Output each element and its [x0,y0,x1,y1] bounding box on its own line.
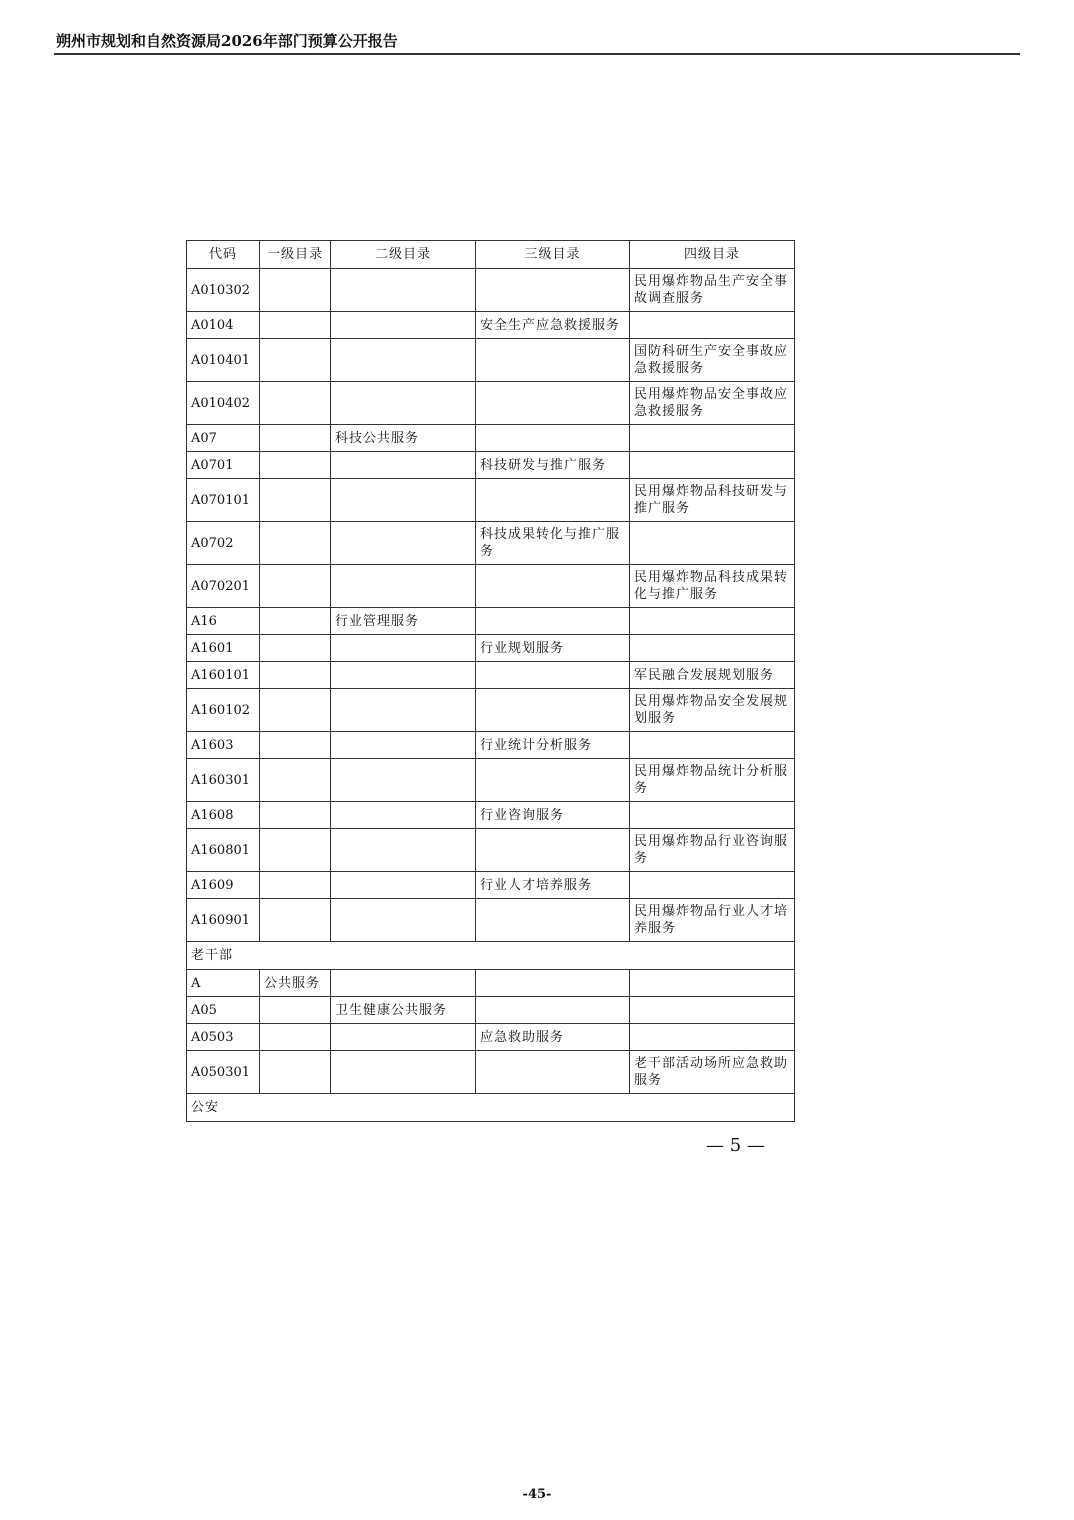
table-row [187,269,795,312]
level4-cell [630,1024,795,1051]
table-row [187,689,795,732]
level1-cell [260,635,331,662]
level3-cell: 行业统计分析服务 [476,732,630,759]
level2-cell: 科技公共服务 [331,425,476,452]
level2-cell [331,1051,476,1094]
level3-cell: 应急救助服务 [476,1024,630,1051]
level4-cell [630,872,795,899]
table-row [187,635,795,662]
code-cell: A160301 [187,759,260,802]
level2-cell: 行业管理服务 [331,608,476,635]
table-row [187,339,795,382]
level1-cell [260,452,331,479]
level4-cell: 军民融合发展规划服务 [630,662,795,689]
level1-cell [260,565,331,608]
level3-cell: 安全生产应急救援服务 [476,312,630,339]
table-row [187,1024,795,1051]
level4-cell [630,997,795,1024]
code-cell: A0701 [187,452,260,479]
level4-cell [630,425,795,452]
table-row [187,662,795,689]
table-row [187,608,795,635]
header-rule [54,53,1020,55]
level4-cell [630,522,795,565]
code-cell: A010401 [187,339,260,382]
level3-cell [476,997,630,1024]
level3-cell [476,339,630,382]
level4-cell: 民用爆炸物品安全事故应急救援服务 [630,382,795,425]
level4-cell [630,802,795,829]
level2-cell [331,479,476,522]
level1-cell [260,522,331,565]
level4-cell: 民用爆炸物品统计分析服务 [630,759,795,802]
code-cell: A0503 [187,1024,260,1051]
code-cell: A070101 [187,479,260,522]
level1-cell [260,608,331,635]
level3-cell: 行业人才培养服务 [476,872,630,899]
table-row [187,312,795,339]
code-cell: A05 [187,997,260,1024]
level3-cell: 行业规划服务 [476,635,630,662]
level3-cell [476,759,630,802]
table-row [187,522,795,565]
level3-cell: 科技成果转化与推广服务 [476,522,630,565]
column-header-level4: 四级目录 [630,241,795,269]
level3-cell [476,662,630,689]
column-header-level2: 二级目录 [331,241,476,269]
level1-cell [260,899,331,942]
section-label: 公安 [187,1094,795,1122]
level4-cell: 民用爆炸物品生产安全事故调查服务 [630,269,795,312]
catalog-table [186,240,795,1122]
level2-cell [331,732,476,759]
level1-cell [260,997,331,1024]
code-cell: A07 [187,425,260,452]
level4-cell: 国防科研生产安全事故应急救援服务 [630,339,795,382]
table-row [187,997,795,1024]
level1-cell [260,732,331,759]
level1-cell [260,1051,331,1094]
level4-cell [630,452,795,479]
level2-cell [331,522,476,565]
level1-cell [260,312,331,339]
level2-cell [331,565,476,608]
section-row [187,1094,795,1122]
table-row [187,802,795,829]
table-row [187,565,795,608]
level3-cell [476,425,630,452]
level3-cell [476,565,630,608]
level3-cell [476,1051,630,1094]
code-cell: A160901 [187,899,260,942]
code-cell: A1601 [187,635,260,662]
level2-cell: 卫生健康公共服务 [331,997,476,1024]
level2-cell [331,872,476,899]
level4-cell [630,732,795,759]
table-row [187,970,795,997]
section-row [187,942,795,970]
level1-cell [260,269,331,312]
table-row [187,759,795,802]
level1-cell: 公共服务 [260,970,331,997]
table-row [187,1051,795,1094]
level2-cell [331,689,476,732]
level1-cell [260,759,331,802]
level4-cell [630,635,795,662]
level3-cell [476,689,630,732]
level2-cell [331,899,476,942]
level4-cell: 老干部活动场所应急救助服务 [630,1051,795,1094]
code-cell: A1608 [187,802,260,829]
table-row [187,479,795,522]
code-cell: A070201 [187,565,260,608]
level1-cell [260,479,331,522]
code-cell: A [187,970,260,997]
code-cell: A0104 [187,312,260,339]
table-row [187,425,795,452]
column-header-level1: 一级目录 [260,241,331,269]
level2-cell [331,970,476,997]
code-cell: A16 [187,608,260,635]
level2-cell [331,312,476,339]
level3-cell [476,970,630,997]
code-cell: A050301 [187,1051,260,1094]
level2-cell [331,662,476,689]
column-header-level3: 三级目录 [476,241,630,269]
table-row [187,382,795,425]
code-cell: A010302 [187,269,260,312]
section-label: 老干部 [187,942,795,970]
level1-cell [260,872,331,899]
level4-cell [630,970,795,997]
code-cell: A1609 [187,872,260,899]
level3-cell [476,382,630,425]
level2-cell [331,635,476,662]
code-cell: A0702 [187,522,260,565]
code-cell: A160101 [187,662,260,689]
level3-cell [476,899,630,942]
code-cell: A1603 [187,732,260,759]
level4-cell: 民用爆炸物品安全发展规划服务 [630,689,795,732]
level4-cell: 民用爆炸物品行业人才培养服务 [630,899,795,942]
level4-cell [630,608,795,635]
level1-cell [260,829,331,872]
table-row [187,452,795,479]
level3-cell [476,829,630,872]
level3-cell: 行业咨询服务 [476,802,630,829]
level2-cell [331,829,476,872]
code-cell: A160102 [187,689,260,732]
level1-cell [260,339,331,382]
level4-cell [630,312,795,339]
table-row [187,732,795,759]
level4-cell: 民用爆炸物品科技研发与推广服务 [630,479,795,522]
level4-cell: 民用爆炸物品行业咨询服务 [630,829,795,872]
level1-cell [260,662,331,689]
level4-cell: 民用爆炸物品科技成果转化与推广服务 [630,565,795,608]
column-header-code: 代码 [187,241,260,269]
level2-cell [331,452,476,479]
level2-cell [331,269,476,312]
level2-cell [331,1024,476,1051]
level2-cell [331,382,476,425]
inner-page-number: — 5 — [706,1135,765,1156]
code-cell: A160801 [187,829,260,872]
table-row [187,829,795,872]
level3-cell [476,269,630,312]
level1-cell [260,802,331,829]
level3-cell: 科技研发与推广服务 [476,452,630,479]
level1-cell [260,425,331,452]
level1-cell [260,689,331,732]
level3-cell [476,479,630,522]
level1-cell [260,1024,331,1051]
code-cell: A010402 [187,382,260,425]
running-header: 朔州市规划和自然资源局2026年部门预算公开报告 [56,32,398,50]
level2-cell [331,339,476,382]
level3-cell [476,608,630,635]
table-row [187,899,795,942]
level2-cell [331,759,476,802]
level2-cell [331,802,476,829]
page-number: -45- [522,1487,552,1502]
level1-cell [260,382,331,425]
table-row [187,872,795,899]
